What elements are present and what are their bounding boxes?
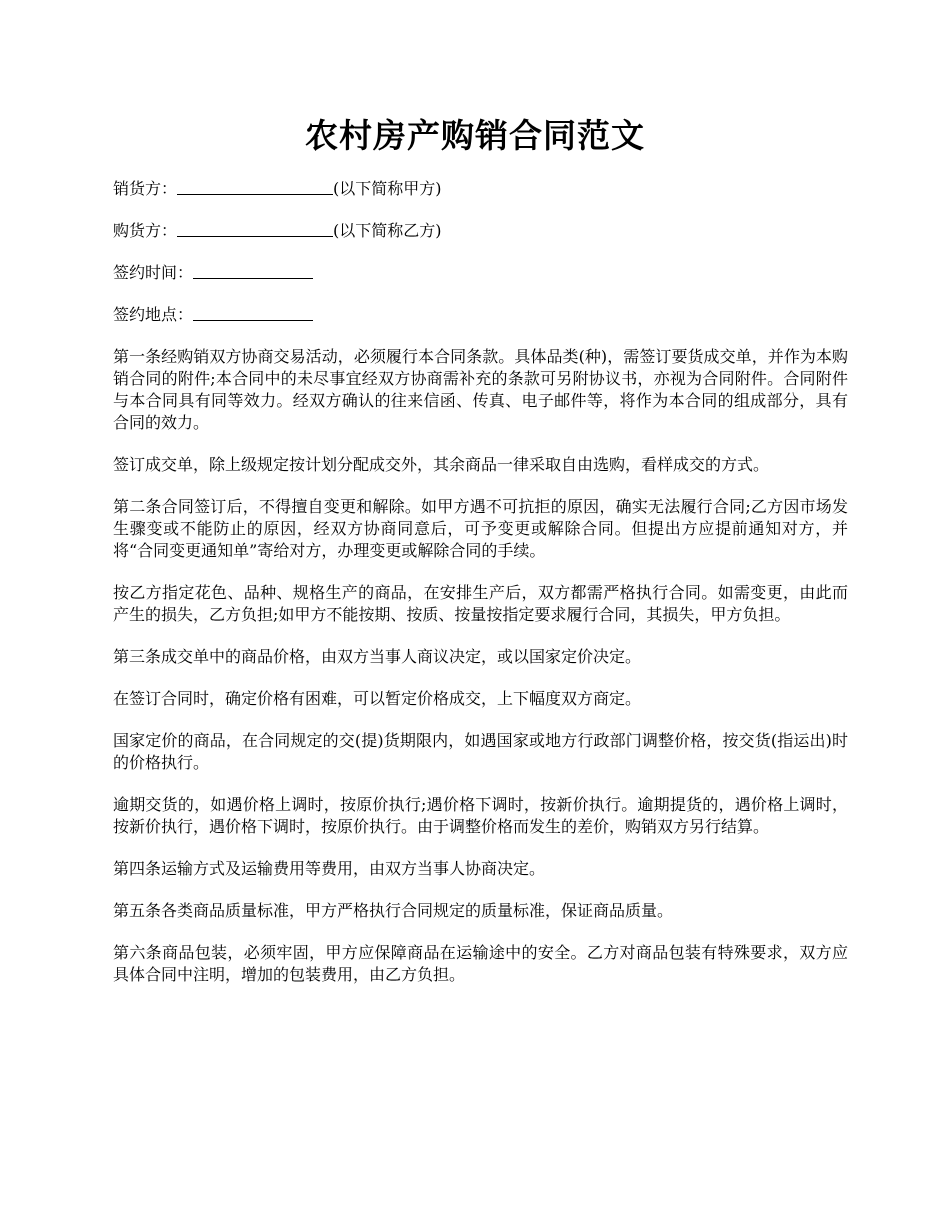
- buyer-field: [113, 220, 848, 242]
- seller-suffix: (以下简称甲方): [333, 179, 442, 198]
- paragraph-tentative-price: 在签订合同时，确定价格有困难，可以暂定价格成交，上下幅度双方商定。: [113, 689, 642, 708]
- signing-place-label: 签约地点：: [113, 305, 194, 324]
- seller-blank: [177, 178, 333, 195]
- paragraph-article-4: 第四条运输方式及运输费用等费用，由双方当事人协商决定。: [113, 859, 546, 878]
- paragraph-article-1: 第一条经购销双方协商交易活动，必须履行本合同条款。具体品类(种)，需签订要货成交单，并作为本购销合同的附件;本合同中的未尽事宜经双方协商需补充的条款可另附协议书，亦视为合同附件。合同附件与本合同具有同等效力。经双方确认的往来信函、传真、电子邮件等，将作为本合同的组成部分，具有合同的效力。: [113, 347, 848, 432]
- signing-time-field: [113, 262, 848, 284]
- document-body: [113, 178, 848, 1006]
- paragraph-order-form: 签订成交单，除上级规定按计划分配成交外，其余商品一律采取自由选购，看样成交的方式。: [113, 455, 770, 474]
- paragraph-state-price: 国家定价的商品，在合同规定的交(提)货期限内，如遇国家或地方行政部门调整价格，按交货(指运出)时的价格执行。: [113, 731, 848, 772]
- paragraph-article-5: 第五条各类商品质量标准，甲方严格执行合同规定的质量标准，保证商品质量。: [113, 901, 674, 920]
- paragraph-custom-production: 按乙方指定花色、品种、规格生产的商品，在安排生产后，双方都需严格执行合同。如需变更，由此而产生的损失，乙方负担;如甲方不能按期、按质、按量按指定要求履行合同，其损失，甲方负担。: [113, 583, 848, 624]
- paragraph-article-2: 第二条合同签订后，不得擅自变更和解除。如甲方遇不可抗拒的原因，确实无法履行合同;乙方因市场发生骤变或不能防止的原因，经双方协商同意后，可予变更或解除合同。但提出方应提前通知对方，并将“合同变更通知单”寄给对方，办理变更或解除合同的手续。: [113, 497, 848, 560]
- signing-time-blank: [193, 262, 313, 279]
- buyer-label: 购货方：: [113, 221, 178, 240]
- paragraph-overdue: 逾期交货的，如遇价格上调时，按原价执行;遇价格下调时，按新价执行。逾期提货的，遇价格上调时，按新价执行，遇价格下调时，按原价执行。由于调整价格而发生的差价，购销双方另行结算。: [113, 795, 848, 836]
- buyer-blank: [177, 220, 333, 237]
- paragraph-article-6: 第六条商品包装，必须牢固，甲方应保障商品在运输途中的安全。乙方对商品包装有特殊要求，双方应具体合同中注明，增加的包装费用，由乙方负担。: [113, 943, 848, 984]
- signing-place-field: [113, 304, 848, 326]
- buyer-suffix: (以下简称乙方): [333, 221, 442, 240]
- seller-label: 销货方：: [113, 179, 178, 198]
- signing-place-blank: [193, 304, 313, 321]
- paragraph-article-3: 第三条成交单中的商品价格，由双方当事人商议决定，或以国家定价决定。: [113, 647, 642, 666]
- document-title: 农村房产购销合同范文: [305, 116, 645, 155]
- signing-time-label: 签约时间：: [113, 263, 194, 282]
- seller-field: [113, 178, 848, 200]
